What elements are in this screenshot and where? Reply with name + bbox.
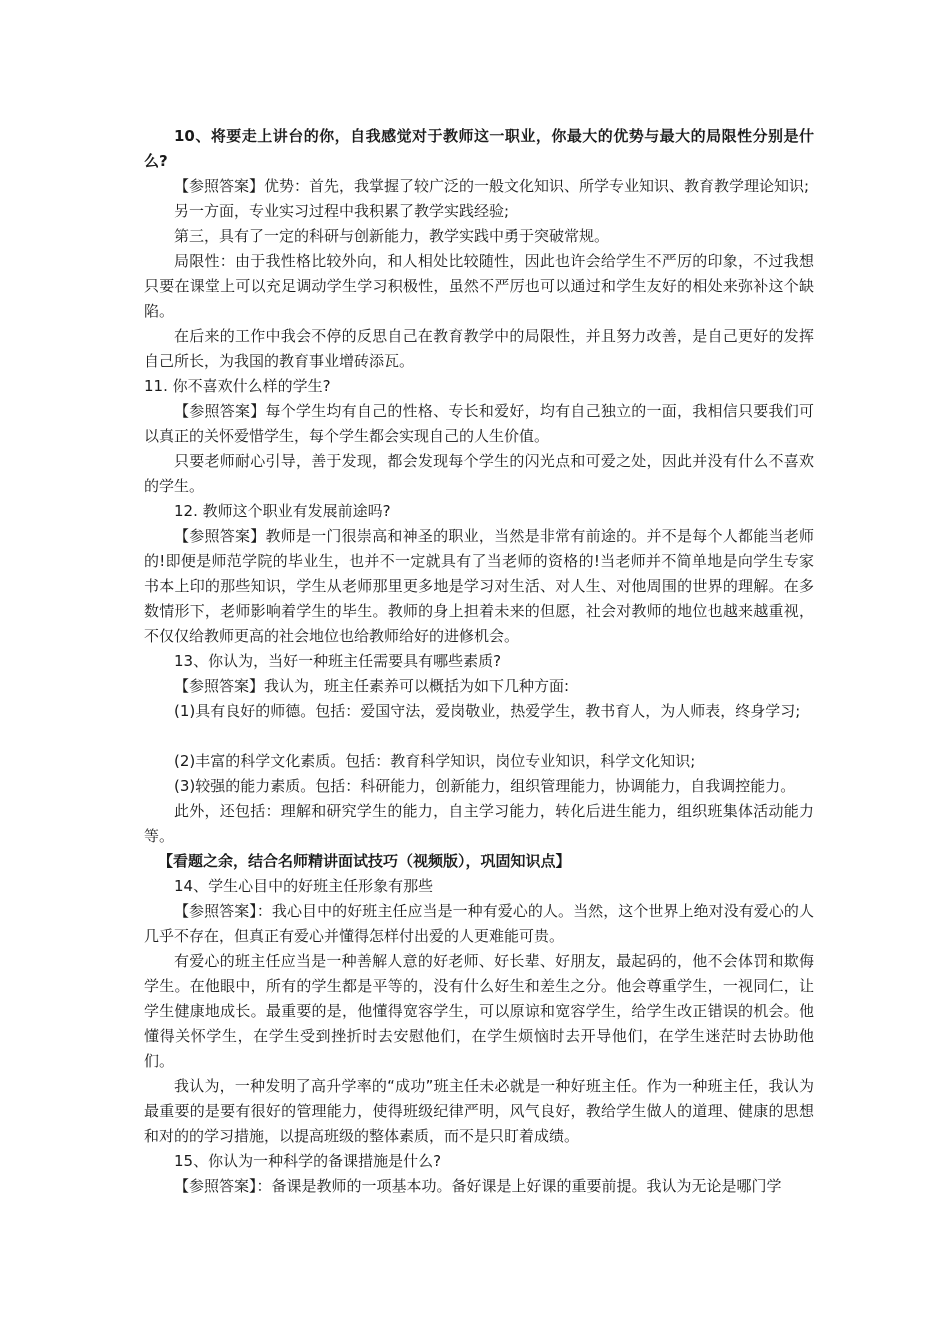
question-10-answer-1: 【参照答案】优势：首先，我掌握了较广泛的一般文化知识、所学专业知识、教育教学理论知识; [174, 177, 810, 195]
question-11-answer-2: 只要老师耐心引导，善于发现，都会发现每个学生的闪光点和可爱之处，因此并没有什么不喜欢的学生。 [144, 452, 814, 495]
question-13-title: 13、你认为，当好一种班主任需要具有哪些素质? [174, 652, 502, 670]
question-12-answer-1: 【参照答案】教师是一门很崇高和神圣的职业，当然是非常有前途的。并不是每个人都能当老师的!即便是师范学院的毕业生，也并不一定就具有了当老师的资格的!当老师并不简单地是向学生专家书本上印的那些知识，学生从老师那里更多地是学习对生活、对人生、对他周围的世界的理解。在多数情形下，老师影响着学生的毕生。教师的身上担着未来的但愿，社会对教师的地位也越来越重视，不仅仅给教师更高的社会地位也给教师给好的进修机会。 [144, 527, 814, 645]
question-10-answer-5: 在后来的工作中我会不停的反思自己在教育教学中的局限性，并且努力改善，是自己更好的发挥自己所长，为我国的教育事业增砖添瓦。 [144, 327, 814, 370]
blank-line [144, 724, 814, 749]
question-10-title: 10、将要走上讲台的你，自我感觉对于教师这一职业，你最大的优势与最大的局限性分别是什么? [144, 127, 814, 170]
question-14-answer-1: 【参照答案】：我心目中的好班主任应当是一种有爱心的人。当然，这个世界上绝对没有爱心的人几乎不存在，但真正有爱心并懂得怎样付出爱的人更难能可贵。 [144, 902, 814, 945]
document-page [144, 124, 814, 1199]
question-10-answer-3: 第三，具有了一定的科研与创新能力，教学实践中勇于突破常规。 [174, 227, 610, 245]
question-14-answer-3: 我认为，一种发明了高升学率的“成功”班主任未必就是一种好班主任。作为一种班主任，我认为最重要的是要有很好的管理能力，使得班级纪律严明，风气良好，教给学生做人的道理、健康的思想和对的的学习措施，以提高班级的整体素质，而不是只盯着成绩。 [144, 1077, 814, 1145]
question-14-title: 14、学生心目中的好班主任形象有那些 [174, 877, 434, 895]
question-11-answer-1: 【参照答案】每个学生均有自己的性格、专长和爱好，均有自己独立的一面，我相信只要我们可以真正的关怀爱惜学生，每个学生都会实现自己的人生价值。 [144, 402, 814, 445]
question-13-answer-2: (1)具有良好的师德。包括：爱国守法，爱岗敬业，热爱学生，教书育人，为人师表，终身学习; [174, 702, 801, 720]
question-13-answer-1: 【参照答案】我认为，班主任素养可以概括为如下几种方面: [174, 677, 570, 695]
question-10-answer-2: 另一方面，专业实习过程中我积累了教学实践经验; [174, 202, 510, 220]
question-13-answer-3: (2)丰富的科学文化素质。包括：教育科学知识，岗位专业知识，科学文化知识; [174, 752, 696, 770]
question-15-answer-1: 【参照答案】：备课是教师的一项基本功。备好课是上好课的重要前提。我认为无论是哪门学 [174, 1177, 782, 1195]
question-11-title: 11. 你不喜欢什么样的学生? [144, 377, 331, 395]
question-15-title: 15、你认为一种科学的备课措施是什么? [174, 1152, 442, 1170]
question-12-title: 12. 教师这个职业有发展前途吗? [174, 502, 391, 520]
study-note: 【看题之余，结合名师精讲面试技巧（视频版），巩固知识点】 [158, 852, 571, 870]
question-13-answer-5: 此外，还包括：理解和研究学生的能力，自主学习能力，转化后进生能力，组织班集体活动能力等。 [144, 802, 814, 845]
question-10-answer-4: 局限性：由于我性格比较外向，和人相处比较随性，因此也许会给学生不严厉的印象，不过我想只要在课堂上可以充足调动学生学习积极性，虽然不严厉也可以通过和学生友好的相处来弥补这个缺陷。 [144, 252, 814, 320]
question-13-answer-4: (3)较强的能力素质。包括：科研能力，创新能力，组织管理能力，协调能力，自我调控能力。 [174, 777, 796, 795]
question-14-answer-2: 有爱心的班主任应当是一种善解人意的好老师、好长辈、好朋友，最起码的，他不会体罚和欺侮学生。在他眼中，所有的学生都是平等的，没有什么好生和差生之分。他会尊重学生，一视同仁，让学生健康地成长。最重要的是，他懂得宽容学生，可以原谅和宽容学生，给学生改正错误的机会。他懂得关怀学生，在学生受到挫折时去安慰他们，在学生烦恼时去开导他们，在学生迷茫时去协助他们。 [144, 952, 814, 1070]
